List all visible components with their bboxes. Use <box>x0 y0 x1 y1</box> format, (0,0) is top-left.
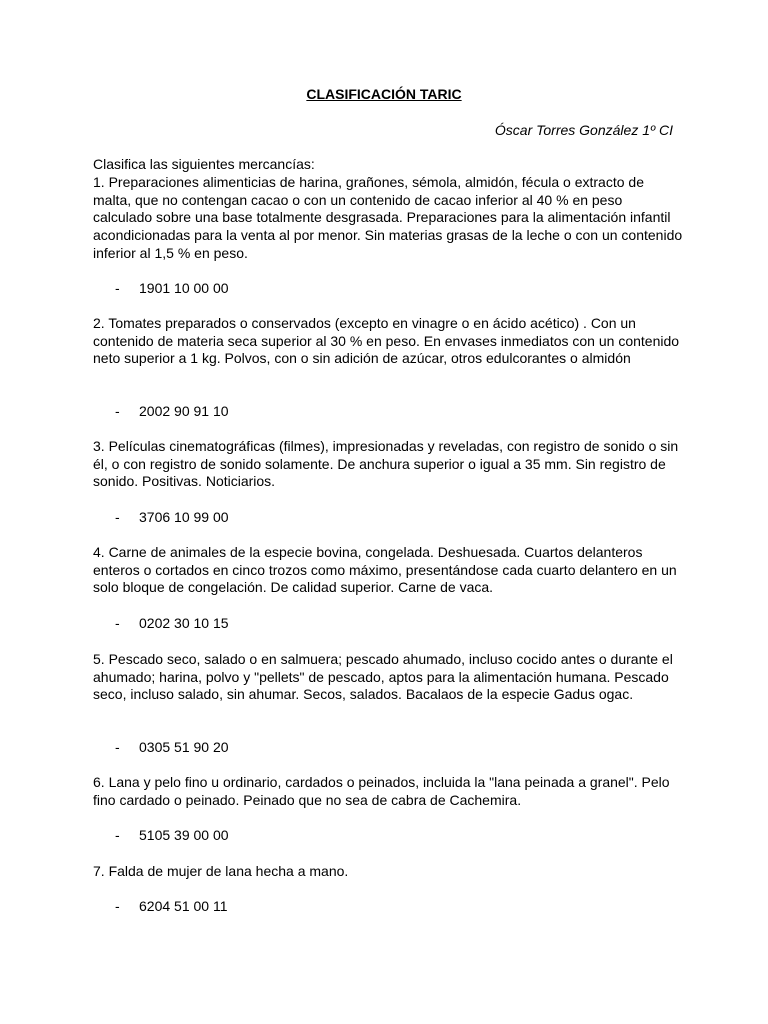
document-author: Óscar Torres González 1º CI <box>494 122 673 138</box>
item-1-text: 1. Preparaciones alimenticias de harina, grañones, sémola, almidón, fécula o extracto de malta, que no contengan cacao o con un contenido de cacao inferior al 40 % en peso calculado sobre una base totalmente desgrasada. Preparaciones para la alimentación infantil acondicionadas para la venta al por menor. Sin materias grasas de la leche o con un contenido inferior al 1,5 % en peso. <box>93 174 683 261</box>
item-4-code: 0202 30 10 15 <box>139 615 229 631</box>
item-5-code-line <box>115 739 229 756</box>
item-7-code: 6204 51 00 11 <box>139 898 228 914</box>
item-3-code-line <box>115 509 229 526</box>
item-1-code: 1901 10 00 00 <box>139 280 229 296</box>
bullet-dash: - <box>115 280 120 296</box>
bullet-dash: - <box>115 827 120 843</box>
item-5-text: 5. Pescado seco, salado o en salmuera; pescado ahumado, incluso cocido antes o durante el ahumado; harina, polvo y "pellets" de pescado, aptos para la alimentación humana. Pescado seco, incluso salado, sin ahumar. Secos, salados. Bacalaos de la especie Gadus ogac. <box>93 651 673 703</box>
bullet-dash: - <box>115 509 120 525</box>
item-1-code-line <box>115 280 229 297</box>
item-6-text: 6. Lana y pelo fino u ordinario, cardados o peinados, incluida la "lana peinada a granel". Pelo fino cardado o peinado. Peinado que no sea de cabra de Cachemira. <box>93 774 670 808</box>
item-2-code: 2002 90 91 10 <box>139 403 229 419</box>
item-2-code-line <box>115 403 229 420</box>
item-3-code: 3706 10 99 00 <box>139 509 229 525</box>
item-7-text: 7. Falda de mujer de lana hecha a mano. <box>93 863 349 879</box>
item-7-code-line <box>115 898 228 915</box>
item-2-text: 2. Tomates preparados o conservados (excepto en vinagre o en ácido acético) . Con un contenido de materia seca superior al 30 % en peso. En envases inmediatos con un contenido neto superior a 1 kg. Polvos, con o sin adición de azúcar, otros edulcorantes o almidón <box>93 315 680 367</box>
item-6-code-line <box>115 827 229 844</box>
bullet-dash: - <box>115 739 120 755</box>
bullet-dash: - <box>115 615 120 631</box>
item-4-text: 4. Carne de animales de la especie bovina, congelada. Deshuesada. Cuartos delanteros enteros o cortados en cinco trozos como máximo, presentándose cada cuarto delantero en un solo bloque de congelación. De calidad superior. Carne de vaca. <box>93 544 677 596</box>
document-title: CLASIFICACIÓN TARIC <box>306 86 462 102</box>
intro-text: Clasifica las siguientes mercancías: <box>93 156 315 172</box>
item-5-code: 0305 51 90 20 <box>139 739 229 755</box>
bullet-dash: - <box>115 898 120 914</box>
item-3-text: 3. Películas cinematográficas (filmes), impresionadas y reveladas, con registro de sonido o sin él, o con registro de sonido solamente. De anchura superior o igual a 35 mm. Sin registro de sonido. Positivas. Noticiarios. <box>93 438 679 490</box>
item-4-code-line <box>115 615 229 632</box>
item-6-code: 5105 39 00 00 <box>139 827 229 843</box>
bullet-dash: - <box>115 403 120 419</box>
